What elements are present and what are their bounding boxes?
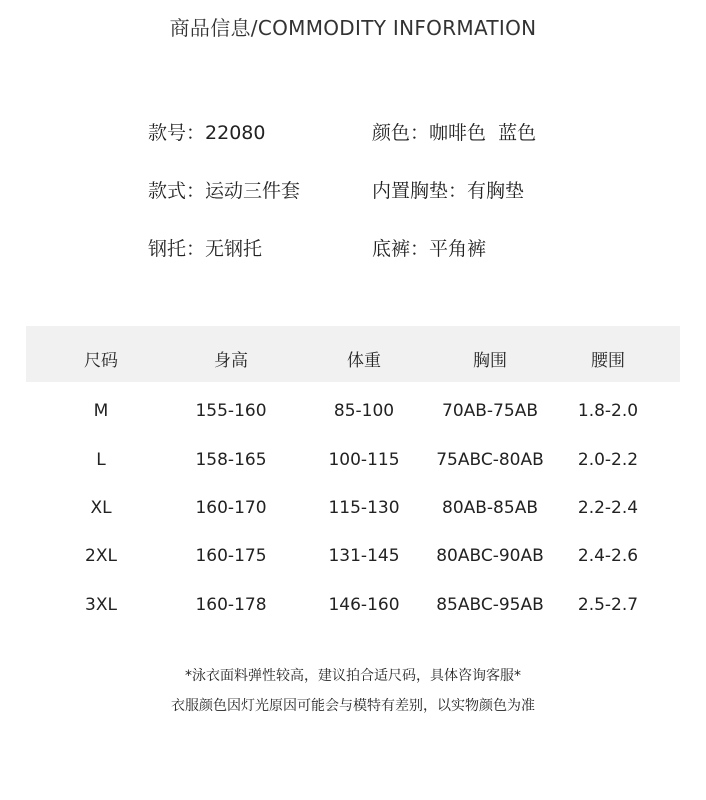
info-chest-pad	[372, 176, 524, 203]
info-value: 平角裤	[429, 238, 487, 260]
info-value: 22080	[205, 122, 266, 144]
cell-weight: 100-115	[328, 450, 400, 470]
cell-bust: 85ABC-95AB	[436, 595, 544, 615]
cell-height: 158-165	[195, 450, 267, 470]
cell-size: L	[96, 450, 106, 470]
header-height: 身高	[214, 351, 248, 371]
header-bust: 胸围	[473, 351, 507, 371]
table-row	[0, 401, 706, 431]
cell-waist: 2.5-2.7	[577, 595, 639, 615]
header-weight: 体重	[347, 351, 381, 371]
page-title: 商品信息/COMMODITY INFORMATION	[169, 16, 537, 40]
info-label: 款号：	[148, 122, 206, 144]
cell-height: 160-170	[195, 498, 267, 518]
info-style	[148, 176, 300, 203]
info-value: 咖啡色 蓝色	[429, 122, 537, 144]
header-size: 尺码	[84, 351, 118, 371]
info-underwire	[148, 234, 262, 261]
info-value: 有胸垫	[467, 180, 525, 202]
info-value: 无钢托	[205, 238, 263, 260]
info-bottoms	[372, 234, 486, 261]
note-color-difference: 衣服颜色因灯光原因可能会与模特有差别，以实物颜色为准	[171, 698, 535, 714]
table-row	[0, 546, 706, 576]
info-label: 款式：	[148, 180, 206, 202]
info-label: 钢托：	[148, 238, 206, 260]
info-color	[372, 118, 536, 145]
cell-size: XL	[90, 498, 112, 518]
info-label: 底裤：	[372, 238, 430, 260]
cell-waist: 2.4-2.6	[577, 546, 639, 566]
cell-size: 3XL	[85, 595, 117, 615]
cell-size: M	[93, 401, 109, 421]
cell-weight: 115-130	[328, 498, 400, 518]
info-style-number	[148, 118, 265, 145]
cell-height: 160-178	[195, 595, 267, 615]
cell-bust: 70AB-75AB	[442, 401, 538, 421]
info-label: 颜色：	[372, 122, 430, 144]
size-table-header	[26, 326, 680, 382]
table-row	[0, 450, 706, 480]
cell-height: 155-160	[195, 401, 267, 421]
cell-waist: 2.2-2.4	[577, 498, 639, 518]
cell-weight: 85-100	[333, 401, 395, 421]
info-value: 运动三件套	[205, 180, 301, 202]
info-row	[0, 234, 706, 266]
cell-bust: 80AB-85AB	[442, 498, 538, 518]
cell-weight: 131-145	[328, 546, 400, 566]
cell-weight: 146-160	[328, 595, 400, 615]
note-fabric-elasticity: *泳衣面料弹性较高，建议拍合适尺码，具体咨询客服*	[185, 668, 521, 684]
cell-bust: 80ABC-90AB	[436, 546, 544, 566]
cell-height: 160-175	[195, 546, 267, 566]
cell-waist: 1.8-2.0	[577, 401, 639, 421]
table-row	[0, 595, 706, 625]
cell-bust: 75ABC-80AB	[436, 450, 544, 470]
info-row	[0, 176, 706, 208]
info-row	[0, 118, 706, 150]
cell-waist: 2.0-2.2	[577, 450, 639, 470]
header-waist: 腰围	[591, 351, 625, 371]
table-row	[0, 498, 706, 528]
cell-size: 2XL	[85, 546, 117, 566]
info-label: 内置胸垫：	[372, 180, 468, 202]
